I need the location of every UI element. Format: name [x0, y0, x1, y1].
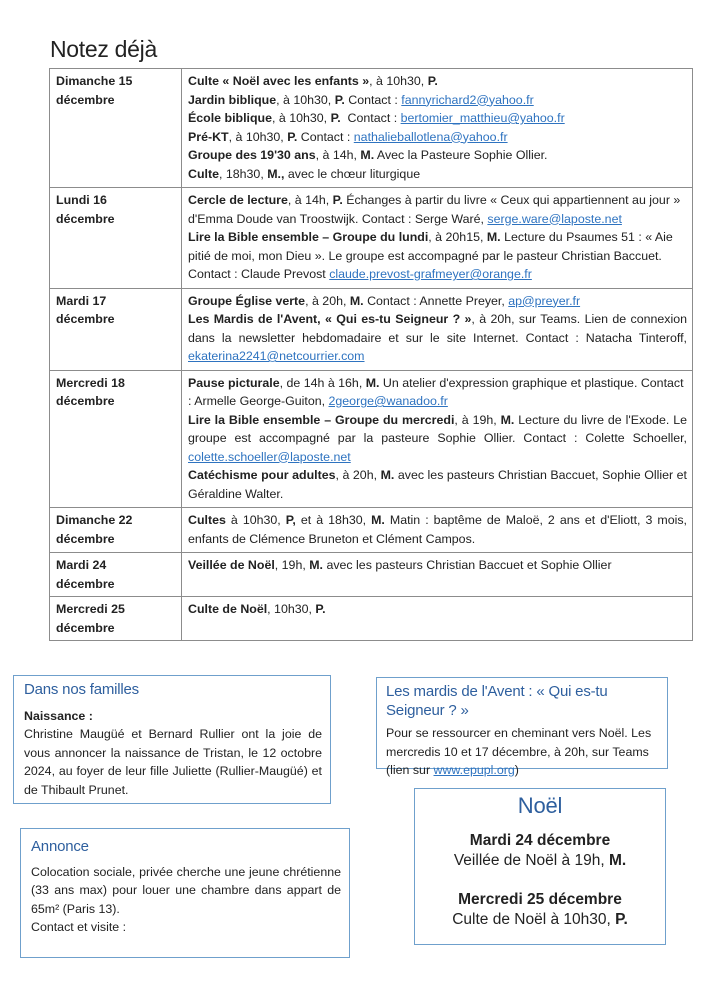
event-time: , 10h30,	[267, 602, 316, 616]
event-item	[188, 556, 687, 575]
event-name: Pré-KT	[188, 129, 229, 144]
spacer	[421, 871, 659, 890]
schedule-table	[49, 68, 693, 641]
month-label: décembre	[56, 312, 115, 326]
birth-subheading: Naissance :	[24, 708, 93, 723]
event-time: , à 14h,	[315, 148, 361, 162]
month-label: décembre	[56, 211, 115, 226]
event-name: Catéchisme pour adultes	[188, 468, 336, 482]
event-name: Cultes	[188, 513, 226, 527]
day-cell	[50, 508, 182, 553]
announcement-text: Colocation sociale, privée cherche une jeune chrétienne (33 ans max) pour louer une chambre dans appart de 65m² (Paris 13).	[31, 864, 341, 916]
email-link[interactable]: colette.schoeller@laposte.net	[188, 449, 351, 464]
table-row	[50, 69, 693, 188]
email-link[interactable]: fannyrichard2@yahoo.fr	[401, 92, 534, 107]
event-place: M.	[360, 148, 375, 162]
event-details: Lecture du livre de l'Exode. Le groupe est accompagné par la pasteure Sophie Ollier. Contact : Colette Schoeller,	[188, 412, 687, 445]
event-details: Avec la Pasteure Sophie Ollier.	[374, 148, 548, 162]
event-place: P.	[427, 74, 438, 88]
event-time: , à 10h30,	[276, 92, 335, 107]
event-time: , à 10h30,	[369, 74, 428, 88]
month-label: décembre	[56, 531, 115, 546]
families-heading: Dans nos familles	[24, 681, 139, 698]
christmas-event-2-text: Culte de Noël à 10h30,	[452, 911, 616, 928]
event-details: avec les pasteurs Christian Baccuet et Sophie Ollier	[323, 558, 612, 572]
event-details: Matin : baptême de Maloë, 2 ans et d'Eliott, 3 mois, enfants de Clémence Bruneton et Clément Campos.	[188, 513, 687, 546]
advent-text	[386, 724, 659, 780]
christmas-date-2: Mercredi 25 décembre	[458, 891, 622, 908]
event-name: Jardin biblique	[188, 92, 277, 107]
event-details: Contact :	[340, 111, 401, 125]
event-name: Groupe des 19'30 ans	[188, 148, 316, 162]
event-name: Culte	[188, 166, 219, 181]
day-label: Mardi 24	[56, 558, 107, 572]
day-cell	[50, 553, 182, 597]
email-link[interactable]: claude.prevost-grafmeyer@orange.fr	[329, 267, 532, 281]
event-name: Pause picturale	[188, 375, 280, 390]
event-time: , de 14h à 16h,	[279, 375, 366, 390]
christmas-event-2	[421, 910, 659, 930]
table-row	[50, 188, 693, 289]
event-place: M.,	[267, 166, 285, 181]
event-place: P.	[287, 129, 298, 144]
advent-closing: )	[514, 763, 519, 777]
events-cell	[182, 553, 693, 597]
event-item	[188, 146, 687, 165]
event-time: , à 20h,	[305, 293, 350, 308]
event-item	[188, 310, 687, 366]
christmas-event-2-place: P.	[615, 911, 628, 928]
email-link[interactable]: serge.ware@laposte.net	[487, 211, 622, 226]
table-row	[50, 597, 693, 641]
page-title: Notez déjà	[50, 36, 157, 62]
event-item	[188, 191, 687, 228]
event-item	[188, 411, 687, 467]
christmas-event-1	[421, 851, 659, 871]
event-time: , à 14h,	[287, 193, 333, 207]
event-time: , à 19h,	[454, 412, 501, 427]
day-cell	[50, 288, 182, 370]
event-item	[188, 292, 687, 311]
month-label: décembre	[56, 576, 115, 591]
advent-tuesdays-box	[376, 677, 668, 777]
day-cell	[50, 69, 182, 188]
christmas-date-1: Mardi 24 décembre	[469, 832, 611, 849]
day-label: Dimanche 22	[56, 513, 133, 527]
event-details: Contact :	[344, 92, 402, 107]
event-time: , 18h30,	[218, 166, 268, 181]
announcement-heading: Annonce	[31, 838, 89, 855]
day-cell	[50, 597, 182, 641]
events-cell	[182, 597, 693, 641]
event-place: M.	[365, 375, 380, 390]
table-row	[50, 553, 693, 597]
event-name: Les Mardis de l'Avent, « Qui es-tu Seigneur ? »	[188, 312, 472, 326]
event-item	[188, 466, 687, 503]
month-label: décembre	[56, 620, 115, 635]
event-details: Échanges à partir du livre « Ceux qui appartiennent au jour » d'Emma Doude van Troostwijk. Contact : Serge Waré,	[188, 193, 681, 226]
event-name: Culte « Noël avec les enfants »	[188, 74, 370, 88]
table-row	[50, 288, 693, 370]
event-time: , à 10h30,	[272, 111, 331, 125]
event-item	[188, 165, 687, 184]
event-name: Veillée de Noël	[188, 558, 275, 572]
event-name: Lire la Bible ensemble – Groupe du mercredi	[188, 412, 455, 427]
events-cell	[182, 288, 693, 370]
day-label: Mercredi 18	[56, 375, 125, 390]
day-label: Lundi 16	[56, 193, 107, 207]
events-cell	[182, 69, 693, 188]
event-item	[188, 128, 687, 147]
day-cell	[50, 370, 182, 508]
event-place: M.	[500, 412, 515, 427]
christmas-heading: Noël	[517, 793, 563, 818]
events-cell	[182, 188, 693, 289]
event-name: Culte de Noël	[188, 602, 268, 616]
day-label: Dimanche 15	[56, 74, 133, 88]
event-place: P.	[334, 92, 345, 107]
event-details: Contact : Annette Preyer,	[363, 293, 509, 308]
event-name: Cercle de lecture	[188, 193, 288, 207]
event-place: P.	[332, 193, 343, 207]
event-details: avec les pasteurs Christian Baccuet, Sophie Ollier et Géraldine Walter.	[188, 468, 688, 501]
event-item	[188, 109, 687, 128]
families-box	[13, 675, 331, 804]
month-label: décembre	[56, 92, 115, 107]
christmas-event-1-text: Veillée de Noël à 19h,	[453, 852, 609, 869]
event-details: Lecture du Psaumes 51 : « Aie pitié de moi, mon Dieu ». Le groupe est accompagné par le pasteur Christian Baccuet. Contact : Claude Prevost	[188, 230, 673, 281]
event-item	[188, 511, 687, 548]
event-time: , à 10h30,	[228, 129, 288, 144]
event-details: avec le chœur liturgique	[284, 166, 421, 181]
birth-announcement: Christine Maugüé et Bernard Rullier ont la joie de vous annoncer la naissance de Tristan, le 12 octobre 2024, au foyer de leur fille Juliette (Rullier-Maugüé) et de Thibault Prunet.	[24, 727, 322, 797]
event-time: , à 20h,	[335, 468, 381, 482]
christmas-event-1-place: M.	[608, 852, 627, 869]
christmas-box	[414, 788, 666, 945]
event-details: , à 20h, sur Teams. Lien de connexion dans la newsletter hebdomadaire et sur le site Internet. Contact : Natacha Tinteroff,	[188, 312, 687, 345]
advent-heading: Les mardis de l'Avent : « Qui es-tu Seigneur ? »	[386, 683, 608, 719]
event-time: , à 20h15,	[428, 230, 487, 244]
event-time: , 19h,	[274, 558, 310, 572]
email-link[interactable]: bertomier_matthieu@yahoo.fr	[400, 111, 565, 125]
event-place: P.	[315, 602, 326, 616]
event-name: Groupe Église verte	[188, 293, 306, 308]
event-details: Un atelier d'expression graphique et plastique. Contact : Armelle George-Guiton,	[188, 375, 684, 408]
email-link[interactable]: 2george@wanadoo.fr	[328, 394, 448, 408]
event-place: M.	[371, 513, 385, 527]
table-row	[50, 370, 693, 508]
announcement-box	[20, 828, 350, 958]
event-item	[188, 91, 687, 110]
event-place: M.	[349, 293, 364, 308]
event-details: Contact :	[297, 129, 354, 144]
event-place: M.	[309, 558, 323, 572]
event-place: M.	[486, 230, 501, 244]
event-place: P.	[330, 111, 341, 125]
event-name: École biblique	[188, 111, 272, 125]
event-time: et à 18h30,	[295, 513, 372, 527]
table-row	[50, 508, 693, 553]
events-cell	[182, 508, 693, 553]
website-link[interactable]: www.epupl.org	[433, 763, 515, 777]
event-place: M.	[380, 468, 395, 482]
month-label: décembre	[56, 394, 115, 408]
event-name: Lire la Bible ensemble – Groupe du lundi	[188, 230, 429, 244]
day-label: Mardi 17	[56, 293, 107, 308]
day-cell	[50, 188, 182, 289]
announcement-contact: Contact et visite :	[31, 920, 127, 934]
email-link[interactable]: nathalieballotlena@yahoo.fr	[353, 129, 508, 144]
events-cell	[182, 370, 693, 508]
event-item	[188, 374, 687, 411]
advent-description: Pour se ressourcer en cheminant vers Noël. Les mercredis 10 et 17 décembre, à 20h, sur Teams (lien sur	[386, 726, 652, 777]
event-item	[188, 228, 687, 284]
event-item	[188, 600, 687, 619]
email-link[interactable]: ap@preyer.fr	[508, 293, 581, 308]
event-item	[188, 72, 687, 91]
email-link[interactable]: ekaterina2241@netcourrier.com	[188, 349, 365, 363]
event-place: P,	[285, 513, 296, 527]
day-label: Mercredi 25	[56, 602, 125, 616]
event-time: à 10h30,	[225, 513, 286, 527]
